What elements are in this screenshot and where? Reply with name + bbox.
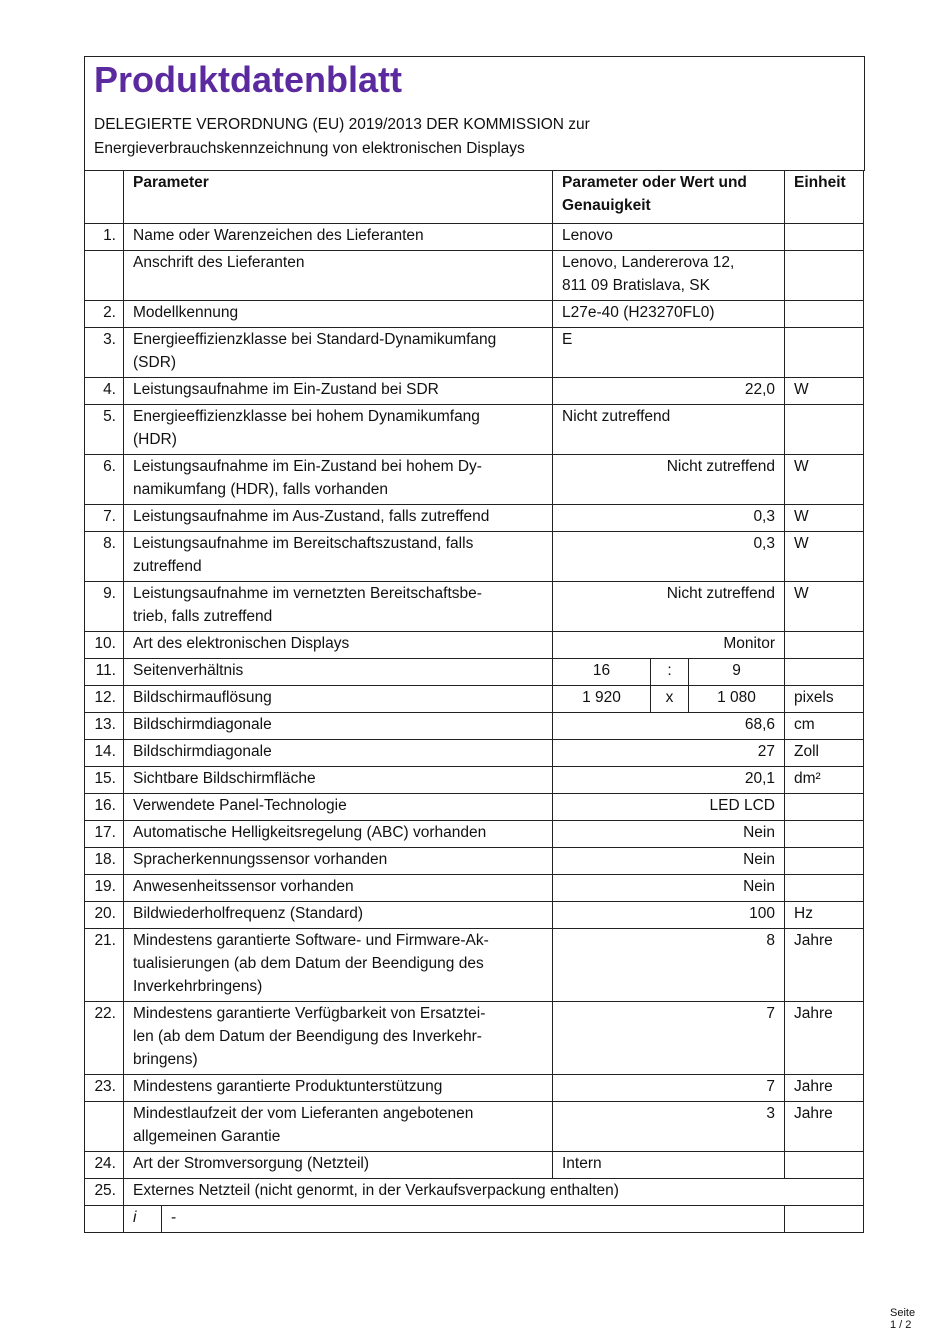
row-number: 23. — [85, 1075, 124, 1102]
header-unit: Einheit — [785, 171, 864, 224]
parameter-text: Leistungsaufnahme im Ein-Zustand bei hohem Dy- — [133, 458, 482, 475]
value-cell — [553, 455, 785, 505]
table-row — [85, 405, 864, 455]
table-header-row — [85, 171, 864, 224]
value-text: 0,3 — [753, 508, 775, 525]
unit-cell — [785, 301, 864, 328]
value-text: Nein — [743, 824, 775, 841]
value-cell — [553, 794, 785, 821]
row-number: 13. — [85, 713, 124, 740]
unit-cell: W — [785, 582, 864, 632]
parameter-text: Art des elektronischen Displays — [133, 635, 350, 652]
value-cell — [553, 902, 785, 929]
parameter-text: Energieeffizienzklasse bei Standard-Dynamikumfang — [133, 331, 497, 348]
parameter-text: Bildschirmdiagonale — [133, 716, 272, 733]
table-row — [85, 794, 864, 821]
unit-cell — [785, 794, 864, 821]
table-row — [85, 251, 864, 301]
parameter-text: Mindestens garantierte Software- und Firmware-Ak- — [133, 932, 489, 949]
table-row — [85, 848, 864, 875]
table-row — [85, 301, 864, 328]
parameter-cell — [124, 224, 553, 251]
value-cell — [553, 582, 785, 632]
table-row — [85, 875, 864, 902]
unit-cell — [785, 821, 864, 848]
value-cell — [553, 378, 785, 405]
value-text: Monitor — [723, 635, 775, 652]
value-cell — [553, 1075, 785, 1102]
parameter-cell — [124, 1179, 864, 1206]
unit-cell: Hz — [785, 902, 864, 929]
title-block — [84, 56, 865, 171]
parameter-text: allgemeinen Garantie — [133, 1128, 281, 1145]
value-text: Nicht zutreffend — [562, 408, 671, 425]
value-cell — [553, 251, 785, 301]
header-parameter: Parameter — [124, 171, 553, 224]
parameter-text: Mindestlaufzeit der vom Lieferanten angebotenen — [133, 1105, 474, 1122]
unit-cell — [785, 659, 864, 686]
parameter-cell — [124, 505, 553, 532]
table-row — [85, 713, 864, 740]
ratio-b: 9 — [689, 659, 785, 686]
unit-cell — [785, 1206, 864, 1233]
value-cell — [553, 328, 785, 378]
table-row — [85, 632, 864, 659]
unit-cell — [785, 875, 864, 902]
table-row — [85, 740, 864, 767]
row-number: 20. — [85, 902, 124, 929]
value-cell — [553, 1002, 785, 1075]
row-number: 18. — [85, 848, 124, 875]
table-row — [85, 767, 864, 794]
parameter-cell — [124, 301, 553, 328]
parameter-text: Seitenverhältnis — [133, 662, 244, 679]
unit-cell: Jahre — [785, 1075, 864, 1102]
unit-cell: W — [785, 532, 864, 582]
parameter-cell — [124, 659, 553, 686]
value-cell — [553, 505, 785, 532]
value-text: Nein — [743, 851, 775, 868]
unit-cell: W — [785, 455, 864, 505]
ratio-a: 16 — [553, 659, 651, 686]
row-number: 8. — [85, 532, 124, 582]
parameter-cell — [124, 378, 553, 405]
parameter-cell — [124, 686, 553, 713]
parameter-text: Anschrift des Lieferanten — [133, 254, 305, 271]
row-number: 17. — [85, 821, 124, 848]
value-text: LED LCD — [709, 797, 775, 814]
value-text: Lenovo, Landererova 12, — [562, 254, 735, 271]
unit-cell: W — [785, 378, 864, 405]
parameter-text: bringens) — [133, 1051, 198, 1068]
unit-cell: pixels — [785, 686, 864, 713]
parameter-text: Sichtbare Bildschirmfläche — [133, 770, 316, 787]
parameter-text: Leistungsaufnahme im Ein-Zustand bei SDR — [133, 381, 439, 398]
value-cell — [553, 767, 785, 794]
value-text: Intern — [562, 1155, 602, 1172]
parameter-cell — [124, 821, 553, 848]
parameter-cell — [124, 405, 553, 455]
parameter-text: Anwesenheitssensor vorhanden — [133, 878, 354, 895]
parameter-cell — [124, 1102, 553, 1152]
table-row — [85, 1102, 864, 1152]
table-row — [85, 1152, 864, 1179]
row-number: 14. — [85, 740, 124, 767]
parameter-text: Modellkennung — [133, 304, 239, 321]
value-cell — [553, 224, 785, 251]
table-row — [85, 328, 864, 378]
parameter-text: Energieeffizienzklasse bei hohem Dynamikumfang — [133, 408, 480, 425]
ratio-separator: : — [651, 659, 689, 686]
row-number: 3. — [85, 328, 124, 378]
unit-cell — [785, 224, 864, 251]
parameter-text: Verwendete Panel-Technologie — [133, 797, 347, 814]
parameter-text: Name oder Warenzeichen des Lieferanten — [133, 227, 424, 244]
parameter-cell — [124, 532, 553, 582]
row-number: 1. — [85, 224, 124, 251]
table-row — [85, 821, 864, 848]
unit-cell — [785, 632, 864, 659]
parameter-text: Inverkehrbringens) — [133, 978, 263, 995]
parameter-cell — [124, 794, 553, 821]
parameter-text: Externes Netzteil (nicht genormt, in der Verkaufsverpackung enthalten) — [133, 1182, 619, 1199]
table-row — [85, 224, 864, 251]
parameter-cell — [124, 875, 553, 902]
parameter-text: Leistungsaufnahme im vernetzten Bereitschaftsbe- — [133, 585, 482, 602]
row-number: 10. — [85, 632, 124, 659]
row-number: 7. — [85, 505, 124, 532]
parameter-text: (SDR) — [133, 354, 177, 371]
table-row — [85, 532, 864, 582]
value-text: E — [562, 331, 573, 348]
parameter-cell — [124, 251, 553, 301]
table-row — [85, 505, 864, 532]
row-number: 19. — [85, 875, 124, 902]
parameter-text: len (ab dem Datum der Beendigung des Inverkehr- — [133, 1028, 482, 1045]
sub-index: i — [124, 1206, 162, 1233]
document-subtitle — [94, 113, 834, 161]
value-text: L27e-40 (H23270FL0) — [562, 304, 715, 321]
parameter-text: Automatische Helligkeitsregelung (ABC) vorhanden — [133, 824, 487, 841]
parameter-cell — [124, 902, 553, 929]
page-number: Seite 1 / 2 — [890, 1307, 916, 1331]
parameter-table — [84, 170, 864, 1233]
row-number: 25. — [85, 1179, 124, 1206]
parameter-cell — [124, 582, 553, 632]
parameter-text: Mindestens garantierte Verfügbarkeit von Ersatztei- — [133, 1005, 486, 1022]
parameter-cell — [124, 1075, 553, 1102]
value-text: 27 — [757, 743, 775, 760]
row-number — [85, 1206, 124, 1233]
unit-cell: Zoll — [785, 740, 864, 767]
sub-value: - — [162, 1206, 785, 1233]
value-text: Nein — [743, 878, 775, 895]
parameter-cell — [124, 1002, 553, 1075]
row-number: 2. — [85, 301, 124, 328]
value-text: 8 — [766, 932, 775, 949]
unit-cell: W — [785, 505, 864, 532]
subtitle-line: Energieverbrauchskennzeichnung von elektronischen Displays — [94, 140, 525, 157]
header-value: Parameter oder Wert und Genauigkeit — [553, 171, 785, 224]
document-title: Produktdatenblatt — [94, 59, 403, 100]
row-number — [85, 1102, 124, 1152]
table-row — [85, 686, 864, 713]
value-cell — [553, 929, 785, 1002]
parameter-cell — [124, 848, 553, 875]
table-row — [85, 1002, 864, 1075]
parameter-text: Bildwiederholfrequenz (Standard) — [133, 905, 364, 922]
parameter-text: Leistungsaufnahme im Bereitschaftszustand, falls — [133, 535, 474, 552]
value-cell — [553, 821, 785, 848]
value-cell — [553, 632, 785, 659]
value-text: 7 — [766, 1078, 775, 1095]
table-row — [85, 582, 864, 632]
parameter-cell — [124, 767, 553, 794]
value-text: Nicht zutreffend — [666, 585, 775, 602]
row-number: 11. — [85, 659, 124, 686]
parameter-cell — [124, 455, 553, 505]
parameter-cell — [124, 632, 553, 659]
unit-cell — [785, 848, 864, 875]
table-row — [85, 1206, 864, 1233]
ratio-a: 1 920 — [553, 686, 651, 713]
parameter-text: trieb, falls zutreffend — [133, 608, 273, 625]
row-number: 21. — [85, 929, 124, 1002]
unit-cell — [785, 405, 864, 455]
parameter-text: Bildschirmdiagonale — [133, 743, 272, 760]
value-cell — [553, 301, 785, 328]
unit-cell — [785, 1152, 864, 1179]
parameter-text: Bildschirmauflösung — [133, 689, 272, 706]
row-number: 22. — [85, 1002, 124, 1075]
value-text: 3 — [766, 1105, 775, 1122]
ratio-b: 1 080 — [689, 686, 785, 713]
parameter-text: namikumfang (HDR), falls vorhanden — [133, 481, 388, 498]
value-text: 7 — [766, 1005, 775, 1022]
table-row — [85, 1075, 864, 1102]
value-cell — [553, 740, 785, 767]
value-cell — [553, 405, 785, 455]
unit-cell: Jahre — [785, 1002, 864, 1075]
parameter-text: (HDR) — [133, 431, 177, 448]
parameter-text: tualisierungen (ab dem Datum der Beendigung des — [133, 955, 484, 972]
unit-cell — [785, 328, 864, 378]
value-text: 22,0 — [744, 381, 775, 398]
value-cell — [553, 713, 785, 740]
table-row — [85, 902, 864, 929]
parameter-text: Mindestens garantierte Produktunterstützung — [133, 1078, 443, 1095]
value-cell — [553, 875, 785, 902]
value-text: Lenovo — [562, 227, 613, 244]
row-number — [85, 251, 124, 301]
unit-cell: Jahre — [785, 929, 864, 1002]
parameter-text: Leistungsaufnahme im Aus-Zustand, falls zutreffend — [133, 508, 490, 525]
value-text: 100 — [749, 905, 775, 922]
parameter-text: zutreffend — [133, 558, 202, 575]
unit-cell: cm — [785, 713, 864, 740]
value-cell — [553, 848, 785, 875]
value-text: 811 09 Bratislava, SK — [562, 277, 710, 294]
row-number: 4. — [85, 378, 124, 405]
value-cell — [553, 1102, 785, 1152]
table-row — [85, 1179, 864, 1206]
table-row — [85, 378, 864, 405]
row-number: 16. — [85, 794, 124, 821]
value-text: 68,6 — [744, 716, 775, 733]
parameter-cell — [124, 328, 553, 378]
value-cell — [553, 532, 785, 582]
ratio-separator: x — [651, 686, 689, 713]
value-text: 20,1 — [744, 770, 775, 787]
value-cell — [553, 1152, 785, 1179]
row-number: 5. — [85, 405, 124, 455]
parameter-cell — [124, 929, 553, 1002]
value-text: 0,3 — [753, 535, 775, 552]
subtitle-line: DELEGIERTE VERORDNUNG (EU) 2019/2013 DER KOMMISSION zur — [94, 116, 590, 133]
value-text: Nicht zutreffend — [666, 458, 775, 475]
table-row — [85, 929, 864, 1002]
unit-cell: dm² — [785, 767, 864, 794]
table-row — [85, 659, 864, 686]
row-number: 15. — [85, 767, 124, 794]
unit-cell — [785, 251, 864, 301]
parameter-cell — [124, 1152, 553, 1179]
row-number: 9. — [85, 582, 124, 632]
unit-cell: Jahre — [785, 1102, 864, 1152]
row-number: 6. — [85, 455, 124, 505]
parameter-cell — [124, 713, 553, 740]
product-data-sheet — [84, 56, 916, 1331]
row-number: 12. — [85, 686, 124, 713]
parameter-text: Spracherkennungssensor vorhanden — [133, 851, 388, 868]
table-row — [85, 455, 864, 505]
parameter-text: Art der Stromversorgung (Netzteil) — [133, 1155, 370, 1172]
parameter-cell — [124, 740, 553, 767]
row-number: 24. — [85, 1152, 124, 1179]
